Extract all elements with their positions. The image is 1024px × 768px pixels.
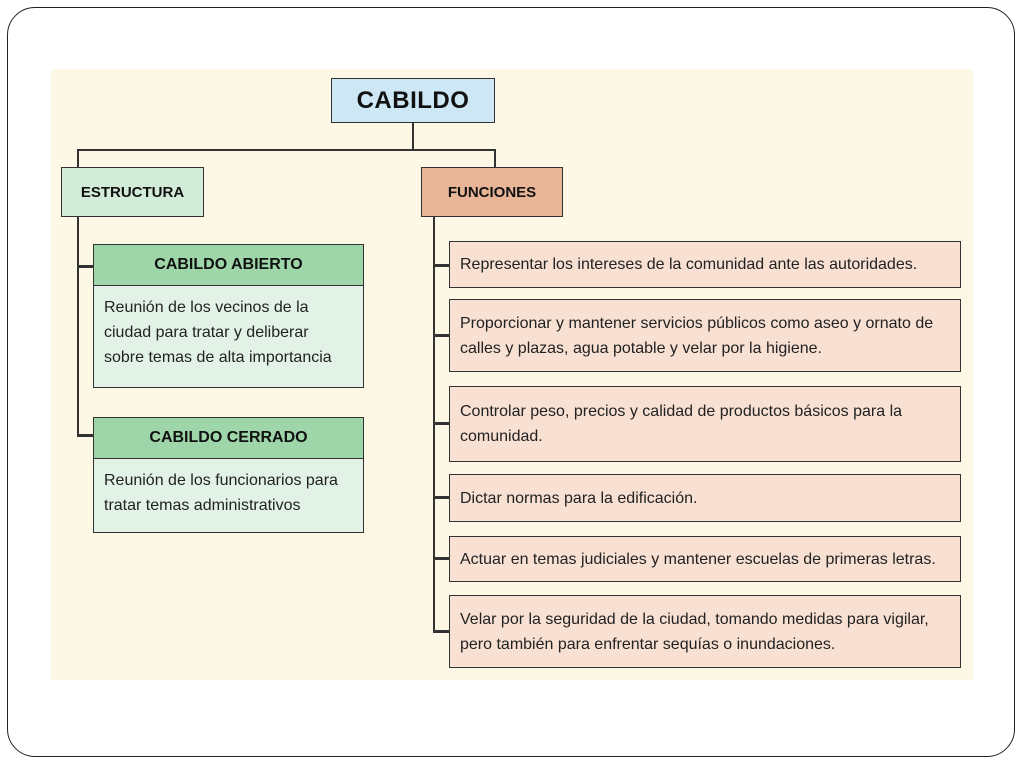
connector-func-branch-4 xyxy=(433,496,449,499)
connector-horizontal-bar xyxy=(77,149,495,151)
cabildo-cerrado-header: CABILDO CERRADO xyxy=(93,417,364,459)
connector-func-branch-6 xyxy=(433,630,449,633)
connector-estructura-trunk xyxy=(77,217,79,435)
connector-func-branch-1 xyxy=(433,264,449,267)
connector-funciones-trunk xyxy=(433,217,435,632)
cabildo-abierto-description: Reunión de los vecinos de la ciudad para tratar y deliberar sobre temas de alta importancia xyxy=(93,286,364,388)
funcion-item-1 xyxy=(449,241,961,288)
funcion-item-text: Proporcionar y mantener servicios públicos como aseo y ornato de calles y plazas, agua potable y velar por la higiene. xyxy=(460,314,934,357)
funcion-item-3 xyxy=(449,386,961,462)
connector-func-branch-5 xyxy=(433,557,449,560)
funcion-item-text: Dictar normas para la edificación. xyxy=(460,489,698,507)
funcion-item-text: Representar los intereses de la comunidad ante las autoridades. xyxy=(460,256,918,273)
funcion-item-text: Controlar peso, precios y calidad de productos básicos para la comunidad. xyxy=(460,403,903,445)
cabildo-cerrado-description: Reunión de los funcionarios para tratar temas administrativos xyxy=(93,459,364,533)
connector-func-branch-3 xyxy=(433,422,449,425)
connector-funciones-drop xyxy=(494,149,496,167)
title-box: CABILDO xyxy=(331,78,495,123)
funcion-item-4 xyxy=(449,474,961,522)
estructura-box: ESTRUCTURA xyxy=(61,167,204,217)
funcion-item-5 xyxy=(449,536,961,582)
funciones-box: FUNCIONES xyxy=(421,167,563,217)
funcion-item-6 xyxy=(449,595,961,668)
connector-estructura-drop xyxy=(77,149,79,167)
cabildo-abierto-header: CABILDO ABIERTO xyxy=(93,244,364,286)
connector-abierto-branch xyxy=(77,265,93,268)
connector-cerrado-branch xyxy=(77,434,93,437)
funcion-item-text: Velar por la seguridad de la ciudad, tomando medidas para vigilar, pero también para enfrentar sequías o inundaciones. xyxy=(460,610,929,653)
funcion-item-2 xyxy=(449,299,961,372)
connector-title-down xyxy=(412,123,414,150)
funcion-item-text: Actuar en temas judiciales y mantener escuelas de primeras letras. xyxy=(460,550,936,568)
connector-func-branch-2 xyxy=(433,334,449,337)
